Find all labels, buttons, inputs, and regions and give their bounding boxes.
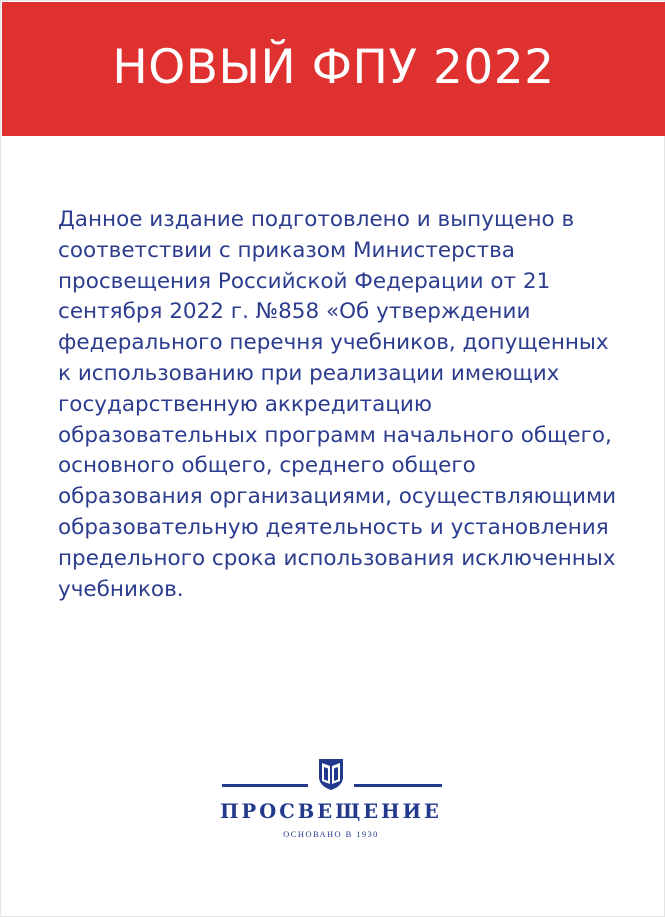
- publisher-tagline: ОСНОВАНО В 1930: [283, 829, 379, 839]
- notice-text: Данное издание подготовлено и выпущено в соответствии с приказом Министерства просвещения Российской Федерации от 21 сентября 2022 г. №858 «Об утверждении федерального перечня учебников, допущенных к использованию при реализации имеющих государственную аккредитацию образовательных программ начального общего, основного общего, среднего общего образования организациями, осуществляющими образовательную деятельность и установления предельного срока использования исключенных учебников.: [58, 207, 617, 602]
- title-banner: [2, 2, 665, 136]
- publisher-logo: [216, 757, 446, 847]
- logo-rule-left: [222, 784, 308, 787]
- book-shield-icon: [317, 757, 345, 791]
- logo-rule-right: [354, 784, 442, 787]
- banner-title: НОВЫЙ ФПУ 2022: [112, 39, 555, 95]
- publisher-name: ПРОСВЕЩЕНИЕ: [220, 800, 442, 823]
